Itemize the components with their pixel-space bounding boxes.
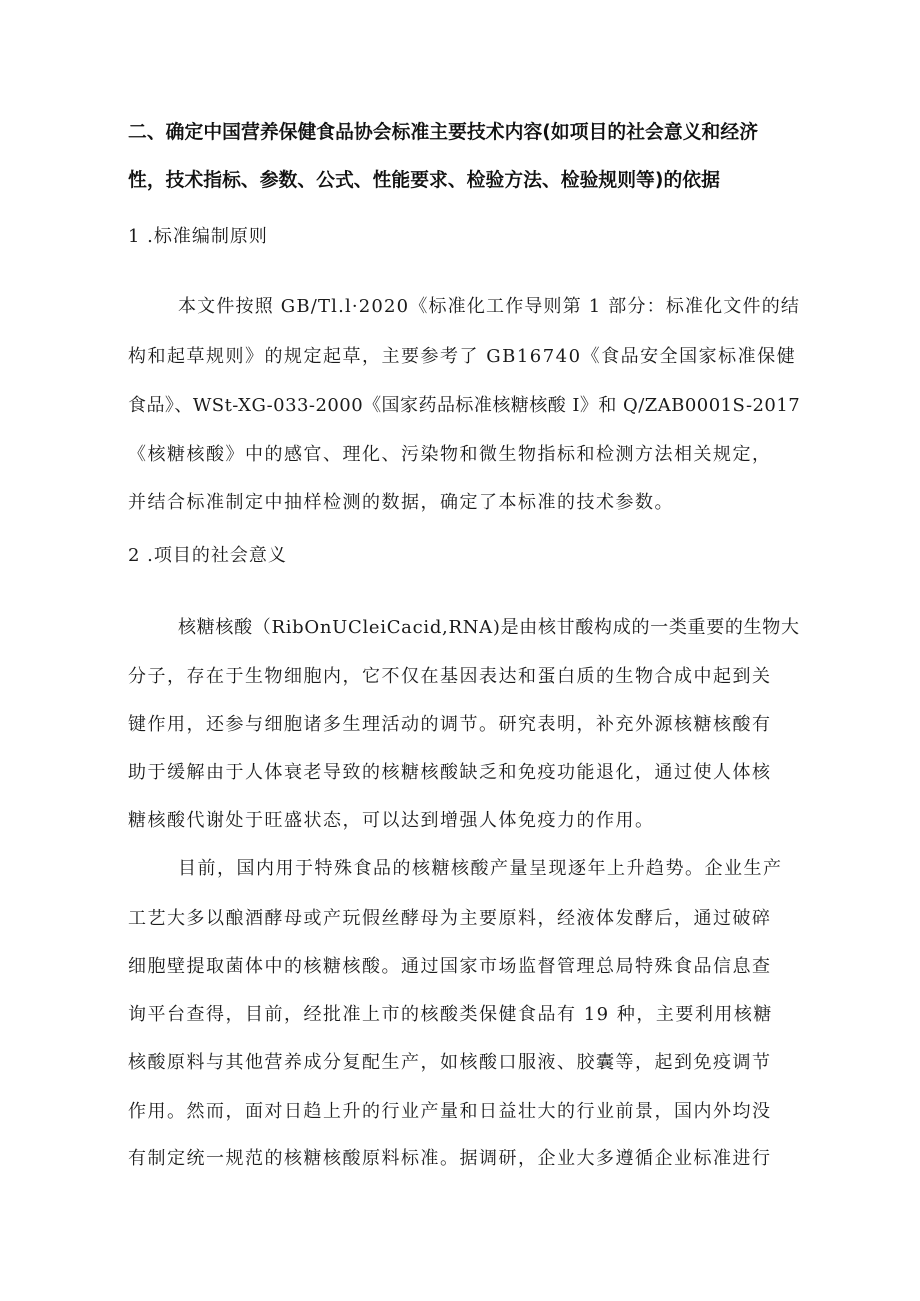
heading-line-2: 性，技术指标、参数、公式、性能要求、检验方法、检验规则等)的依据 [128,170,720,191]
section-2-p1-line-1: 核糖核酸（RibOnUCleiCacid,RNA)是由核甘酸构成的一类重要的生物大 [178,617,800,638]
section-2-p2-line-1: 目前，国内用于特殊食品的核糖核酸产量呈现逐年上升趋势。企业生产 [178,858,783,879]
section-2-p2-line-6: 作用。然而，面对日趋上升的行业产量和日益壮大的行业前景，国内外均没 [128,1101,772,1122]
section-2-p2-line-3: 细胞壁提取菌体中的核糖核酸。通过国家市场监督管理总局特殊食品信息查 [128,956,772,977]
section-2-p2-line-7: 有制定统一规范的核糖核酸原料标准。据调研，企业大多遵循企业标准进行 [128,1148,772,1169]
section-1-title: 1 .标准编制原则 [128,226,268,247]
section-1-line-5: 并结合标准制定中抽样检测的数据，确定了本标准的技术参数。 [128,492,674,513]
section-2-p1-line-4: 助于缓解由于人体衰老导致的核糖核酸缺乏和免疫功能退化，通过使人体核 [128,762,772,783]
section-2-p1-line-3: 键作用，还参与细胞诸多生理活动的调节。研究表明，补充外源核糖核酸有 [128,714,772,735]
section-2-p1-line-5: 糖核酸代谢处于旺盛状态，可以达到增强人体免疫力的作用。 [128,810,655,831]
section-2-p1-line-2: 分子，存在于生物细胞内，它不仅在基因表达和蛋白质的生物合成中起到关 [128,666,772,687]
heading-line-1: 二、确定中国营养保健食品协会标准主要技术内容(如项目的社会意义和经济 [128,122,759,143]
section-2-p2-line-2: 工艺大多以酿酒酵母或产玩假丝酵母为主要原料，经液体发酵后，通过破碎 [128,908,772,929]
section-1-line-2: 构和起草规则》的规定起草，主要参考了 GB16740《食品安全国家标准保健 [128,346,797,367]
section-1-line-1: 本文件按照 GB/Tl.l·2020《标准化工作导则第 1 部分：标准化文件的结 [178,296,801,317]
section-2-p2-line-4: 询平台查得，目前，经批准上市的核酸类保健食品有 19 种，主要利用核糖 [128,1004,773,1025]
section-2-title: 2 .项目的社会意义 [128,545,287,566]
section-1-line-4: 《核糖核酸》中的感官、理化、污染物和微生物指标和检测方法相关规定， [128,444,772,465]
section-1-line-3: 食品》、WSt-XG-033-2000《国家药品标准核糖核酸 I》和 Q/ZAB0001S-2017 [128,395,801,416]
section-2-p2-line-5: 核酸原料与其他营养成分复配生产，如核酸口服液、胶囊等，起到免疫调节 [128,1052,772,1073]
